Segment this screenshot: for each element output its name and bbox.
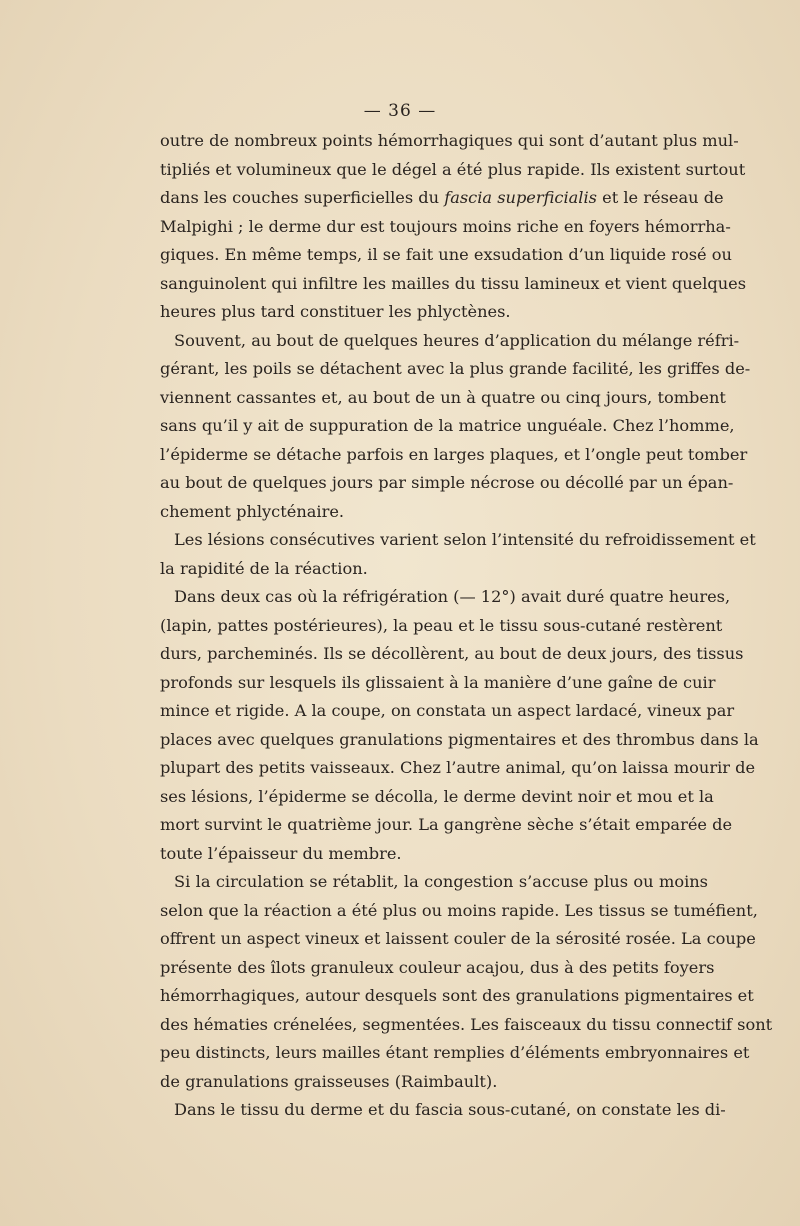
- text-line: viennent cassantes et, au bout de un à quatre ou cinq jours, tombent: [160, 387, 726, 407]
- italic-term: fascia superficialis: [444, 188, 597, 207]
- text-line: sans qu’il y ait de suppuration de la matrice unguéale. Chez l’homme,: [160, 416, 735, 435]
- text-line: peu distincts, leurs mailles étant remplies d’éléments embryonnaires et: [160, 1043, 750, 1062]
- text-line: Dans le tissu du derme et du fascia sous-cutané, on constate les di-: [174, 1100, 726, 1119]
- text-line: offrent un aspect vineux et laissent couler de la sérosité rosée. La coupe: [160, 929, 756, 948]
- text-line: places avec quelques granulations pigmentaires et des thrombus dans la: [160, 729, 759, 749]
- text-line: profonds sur lesquels ils glissaient à la manière d’une gaîne de cuir: [160, 672, 716, 692]
- text-segment: dans les couches superficielles du: [160, 188, 445, 207]
- text-line: mince et rigide. A la coupe, on constata un aspect lardacé, vineux par: [160, 701, 735, 720]
- text-line: durs, parcheminés. Ils se décollèrent, au bout de deux jours, des tissus: [160, 644, 744, 663]
- text-line: la rapidité de la réaction.: [160, 558, 368, 578]
- text-line: hémorrhagiques, autour desquels sont des granulations pigmentaires et: [160, 986, 754, 1005]
- body-text: [160, 127, 773, 1125]
- text-line: [160, 184, 724, 213]
- text-line: Les lésions consécutives varient selon l’intensité du refroidissement et: [174, 530, 756, 549]
- text-line: chement phlycténaire.: [160, 501, 345, 521]
- text-line: (lapin, pattes postérieures), la peau et le tissu sous-cutané restèrent: [160, 615, 723, 635]
- text-line: toute l’épaisseur du membre.: [160, 843, 402, 863]
- text-line: Malpighi ; le derme dur est toujours moins riche en foyers hémorrha-: [160, 216, 731, 236]
- text-line: heures plus tard constituer les phlyctènes.: [160, 302, 511, 321]
- text-line: l’épiderme se détache parfois en larges plaques, et l’ongle peut tomber: [160, 444, 748, 464]
- text-line: présente des îlots granuleux couleur acajou, dus à des petits foyers: [160, 957, 715, 977]
- text-line: outre de nombreux points hémorrhagiques qui sont d’autant plus mul-: [160, 131, 739, 150]
- text-line: Dans deux cas où la réfrigération (— 12°) avait duré quatre heures,: [174, 587, 731, 606]
- text-segment: et le réseau de: [596, 188, 724, 207]
- text-line: Souvent, au bout de quelques heures d’application du mélange réfri-: [174, 330, 740, 350]
- text-line: des hématies crénelées, segmentées. Les faisceaux du tissu connectif sont: [160, 1014, 773, 1034]
- text-line: gérant, les poils se détachent avec la plus grande facilité, les griffes de-: [160, 359, 751, 378]
- page-number: — 36 —: [363, 101, 437, 121]
- text-line: selon que la réaction a été plus ou moins rapide. Les tissus se tuméfient,: [160, 900, 758, 920]
- text-line: ses lésions, l’épiderme se décolla, le derme devint noir et mou et la: [160, 786, 714, 806]
- text-line: plupart des petits vaisseaux. Chez l’autre animal, qu’on laissa mourir de: [160, 758, 756, 777]
- text-line: tipliés et volumineux que le dégel a été plus rapide. Ils existent surtout: [160, 159, 746, 179]
- text-line: au bout de quelques jours par simple nécrose ou décollé par un épan-: [160, 473, 734, 492]
- text-line: Si la circulation se rétablit, la congestion s’accuse plus ou moins: [174, 872, 708, 891]
- text-line: giques. En même temps, il se fait une exsudation d’un liquide rosé ou: [160, 245, 732, 264]
- text-line: de granulations graisseuses (Raimbault).: [160, 1071, 498, 1091]
- text-line: sanguinolent qui infiltre les mailles du tissu lamineux et vient quelques: [160, 273, 747, 293]
- text-line: mort survint le quatrième jour. La gangrène sèche s’était emparée de: [160, 815, 733, 834]
